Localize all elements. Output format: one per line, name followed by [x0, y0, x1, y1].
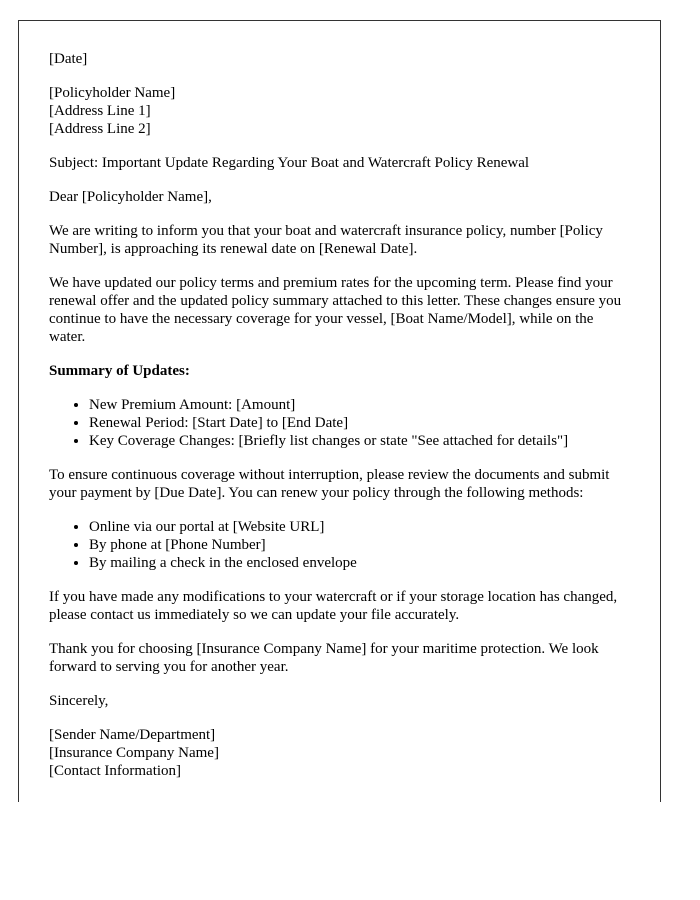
signature-block [49, 726, 630, 780]
summary-heading [49, 362, 630, 380]
closing: Sincerely, [49, 693, 109, 709]
contact-information: [Contact Information] [49, 763, 182, 779]
renewal-methods-list [49, 518, 630, 572]
address-line-2: [Address Line 2] [49, 121, 151, 137]
recipient-address [49, 84, 630, 138]
updates-paragraph: We have updated our policy terms and premium rates for the upcoming term. Please find your renewal offer and the updated policy summary attached to this letter. These changes ensure you continue to have the necessary coverage for your vessel, [Boat Name/Model], while on the water. [49, 275, 622, 345]
list-item: • New Premium Amount: [Amount] [89, 396, 630, 414]
payment-paragraph: To ensure continuous coverage without interruption, please review the documents and submit your payment by [Due Date]. You can renew your policy through the following methods: [49, 467, 610, 501]
date: [Date] [49, 51, 88, 67]
list-item: • Renewal Period: [Start Date] to [End Date] [89, 414, 630, 432]
recipient-name: [Policyholder Name] [49, 85, 176, 101]
sender-name: [Sender Name/Department] [49, 727, 216, 743]
list-item: • Key Coverage Changes: [Briefly list changes or state "See attached for details"] [89, 432, 630, 450]
list-item: • By mailing a check in the enclosed envelope [89, 554, 630, 572]
modifications-paragraph: If you have made any modifications to your watercraft or if your storage location has changed, please contact us immediately so we can update your file accurately. [49, 589, 618, 623]
summary-list [49, 396, 630, 450]
list-item: • Online via our portal at [Website URL] [89, 518, 630, 536]
company-name: [Insurance Company Name] [49, 745, 219, 761]
subject: Subject: Important Update Regarding Your Boat and Watercraft Policy Renewal [49, 155, 530, 171]
thanks-paragraph: Thank you for choosing [Insurance Company Name] for your maritime protection. We look forward to serving you for another year. [49, 641, 599, 675]
address-line-1: [Address Line 1] [49, 103, 151, 119]
summary-heading-text: Summary of Updates: [49, 363, 190, 379]
letter-page [18, 20, 661, 802]
list-item: • By phone at [Phone Number] [89, 536, 630, 554]
salutation: Dear [Policyholder Name], [49, 189, 212, 205]
intro-paragraph: We are writing to inform you that your boat and watercraft insurance policy, number [Policy Number], is approaching its renewal date on [Renewal Date]. [49, 223, 603, 257]
